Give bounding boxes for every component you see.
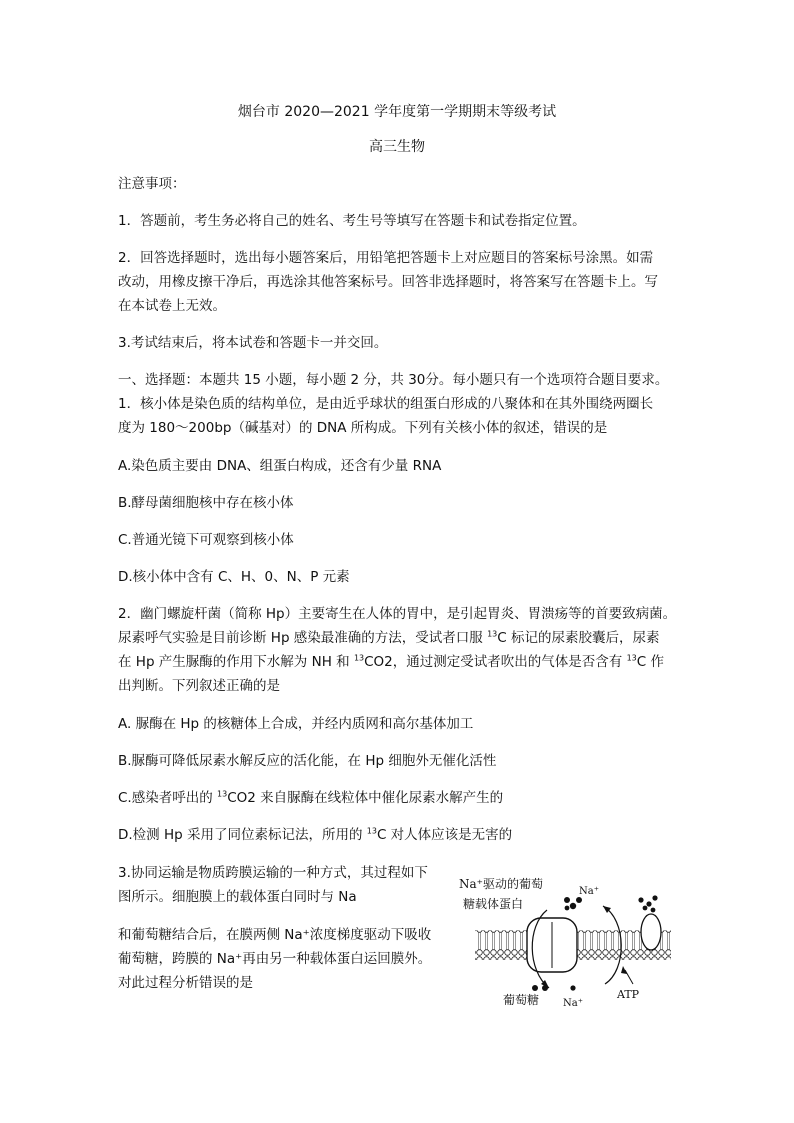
q3-stem-line-3: 和葡萄糖结合后，在膜两侧 Na⁺浓度梯度驱动下吸收 — [118, 927, 432, 943]
notice-item-2-line-1: 2．回答选择题时，选出每小题答案后，用铅笔把答题卡上对应题目的答案标号涂黑。如需 — [118, 250, 654, 266]
q2-stem-line-1: 2．幽门螺旋杆菌（简称 Hp）主要寄生在人体的胃中，是引起胃炎、胃溃疡等的首要致病菌。 — [118, 606, 677, 622]
q3-stem-line-5: 对此过程分析错误的是 — [118, 975, 253, 991]
q2-option-b: B.脲酶可降低尿素水解反应的活化能，在 Hp 细胞外无催化活性 — [118, 753, 497, 769]
notice-item-2-line-2: 改动，用橡皮擦干净后，再选涂其他答案标号。回答非选择题时，将答案写在答题卡上。写 — [118, 274, 658, 290]
na-ion-dot — [651, 908, 656, 913]
q2-option-c: C.感染者呼出的 $^{13}$CO2 来自脲酶在线粒体中催化尿素水解产生的 — [118, 789, 504, 806]
q1-stem-line-1: 1．核小体是染色质的结构单位，是由近乎球状的组蛋白形成的八聚体和在其外围绕两圈长 — [118, 396, 654, 412]
na-label-bottom: Na⁺ — [563, 998, 583, 1008]
q2-stem-line-3: 在 Hp 产生脲酶的作用下水解为 NH 和 $^{13}$CO2，通过测定受试者吹出的气体是否含有 $^{13}$C 作 — [118, 653, 664, 670]
na-pump-protein — [641, 914, 661, 950]
glucose-dot — [532, 985, 538, 991]
carrier-label-line-1: Na⁺驱动的葡萄 — [459, 877, 543, 891]
glucose-dot — [570, 903, 576, 909]
na-ion-dot — [643, 906, 648, 911]
carrier-label-line-2: 糖载体蛋白 — [463, 897, 524, 911]
glucose-dot — [576, 897, 582, 903]
q3-stem-line-2: 图所示。细胞膜上的载体蛋白同时与 Na — [118, 889, 357, 905]
glucose-dot — [565, 906, 570, 911]
q2-stem-line-2: 尿素呼气实验是目前诊断 Hp 感染最准确的方法，受试者口服 $^{13}$C 标记的尿素胶囊后，尿素 — [118, 629, 660, 646]
section-1-heading: 一、选择题：本题共 15 小题，每小题 2 分，共 30分。每小题只有一个选项符合题目要求。 — [118, 372, 669, 388]
q3-stem-line-1: 3.协同运输是物质跨膜运输的一种方式，其过程如下 — [118, 865, 428, 881]
q1-option-c: C.普通光镜下可观察到核小体 — [118, 532, 294, 548]
glucose-dot — [542, 985, 548, 991]
q3-stem-line-4: 葡萄糖，跨膜的 Na⁺再由另一种载体蛋白运回膜外。 — [118, 951, 432, 967]
na-ion-dot — [638, 897, 643, 902]
q2-option-d: D.检测 Hp 采用了同位素标记法，所用的 $^{13}$C 对人体应该是无害的 — [118, 826, 513, 843]
na-ion-dot — [564, 897, 570, 903]
q2-stem-line-4: 出判断。下列叙述正确的是 — [118, 678, 280, 694]
atp-arrow — [625, 970, 633, 984]
na-ion-dot — [646, 901, 651, 906]
q1-option-d: D.核小体中含有 C、H、0、N、P 元素 — [118, 569, 350, 585]
q1-option-a: A.染色质主要由 DNA、组蛋白构成，还含有少量 RNA — [118, 458, 442, 474]
notice-item-2-line-3: 在本试卷上无效。 — [118, 298, 226, 314]
q1-stem-line-2: 度为 180～200bp（碱基对）的 DNA 所构成。下列有关核小体的叙述，错误的是 — [118, 420, 608, 436]
notice-item-3: 3.考试结束后，将本试卷和答题卡一并交回。 — [118, 335, 388, 351]
notice-heading: 注意事项： — [118, 176, 186, 192]
na-label-top: Na⁺ — [579, 886, 599, 897]
q1-option-b: B.酵母菌细胞核中存在核小体 — [118, 495, 294, 511]
na-ion-dot — [652, 895, 657, 900]
cotransport-diagram — [455, 866, 677, 1008]
glucose-label: 葡萄糖 — [503, 993, 540, 1007]
exam-title: 烟台市 2020—2021 学年度第一学期期末等级考试 — [237, 104, 557, 120]
na-ion-dot — [570, 985, 575, 990]
subject-title: 高三生物 — [369, 139, 425, 155]
atp-label: ATP — [617, 988, 640, 1001]
q2-option-a: A. 脲酶在 Hp 的核糖体上合成，并经内质网和高尔基体加工 — [118, 716, 474, 732]
notice-item-1: 1．答题前，考生务必将自己的姓名、考生号等填写在答题卡和试卷指定位置。 — [118, 213, 586, 229]
atp-arrowhead — [621, 966, 627, 974]
